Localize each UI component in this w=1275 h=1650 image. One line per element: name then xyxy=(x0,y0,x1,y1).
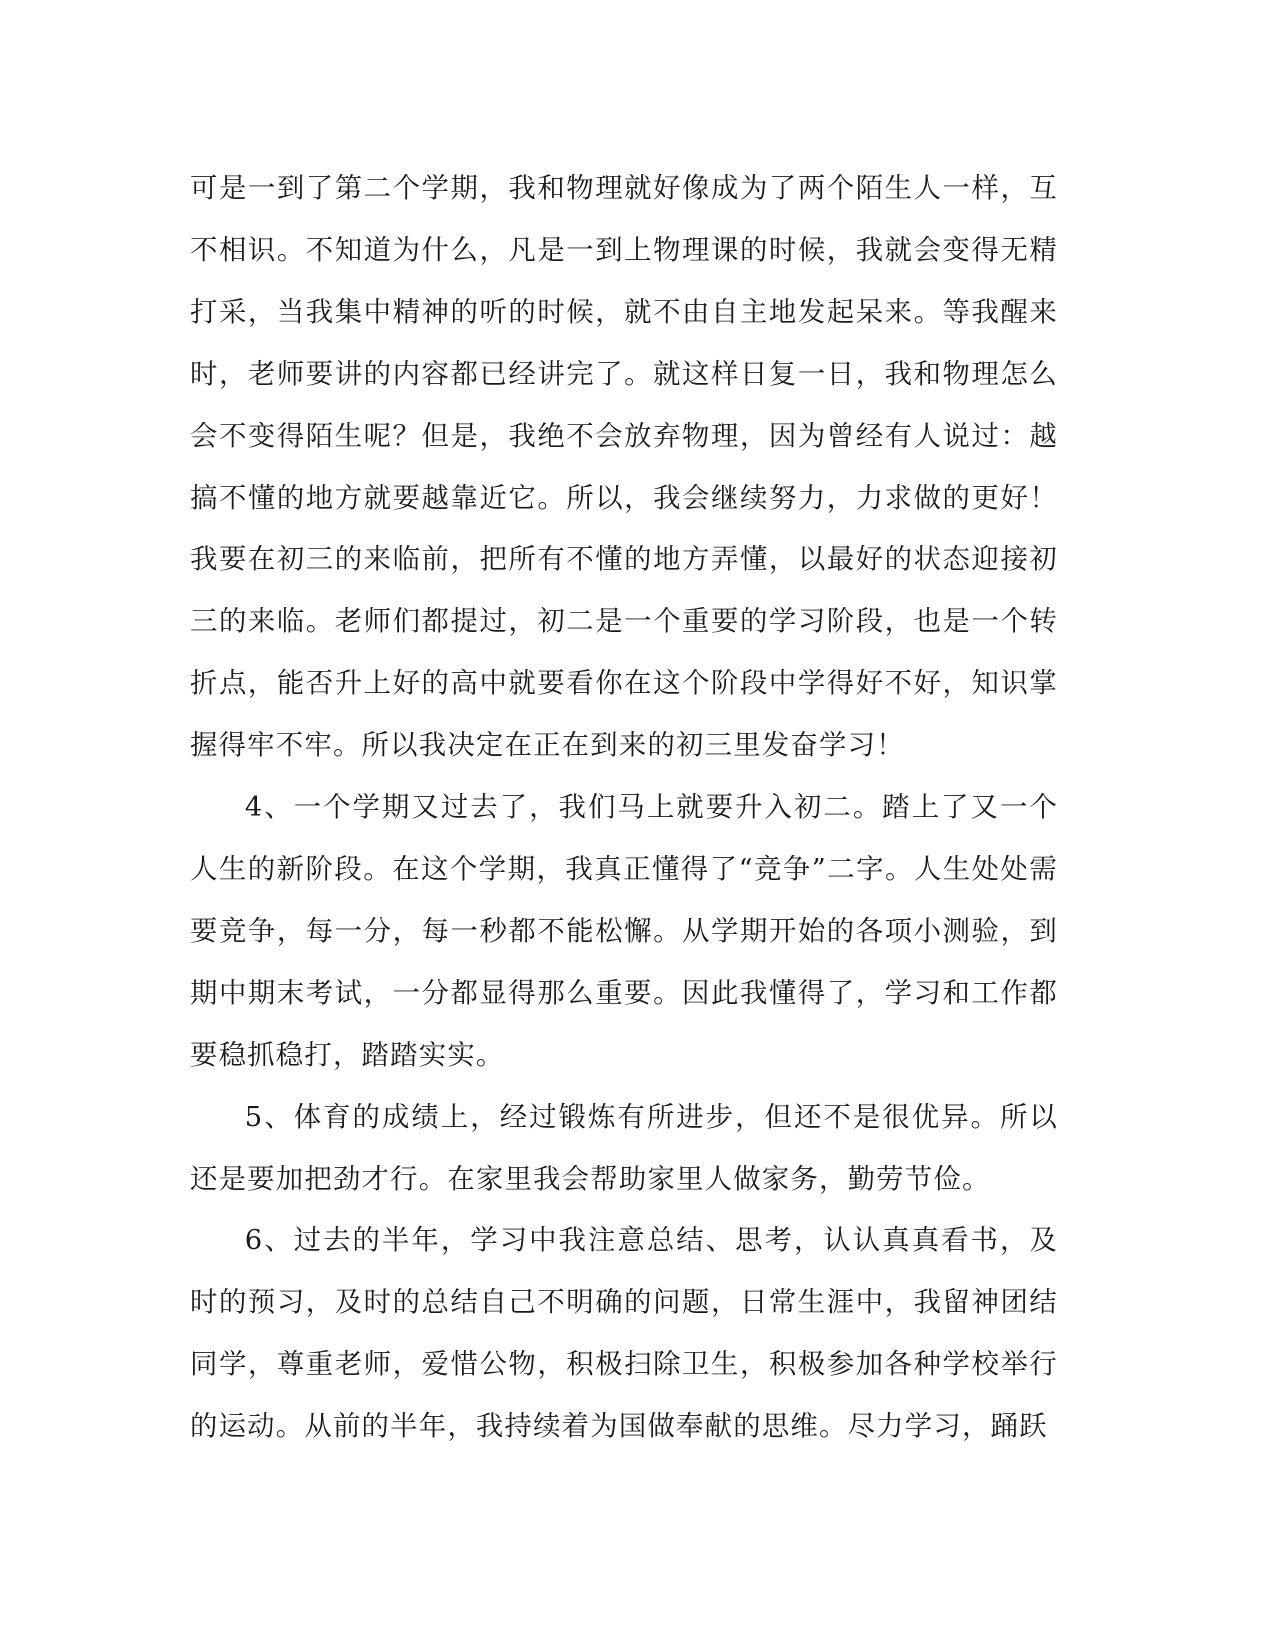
paragraph-item-5: 5、体育的成绩上，经过锻炼有所进步，但还不是很优异。所以还是要加把劲才行。在家里我会帮助家里人做家务，勤劳节俭。 xyxy=(190,1101,1058,1195)
document-body xyxy=(190,158,1058,1458)
paragraph-item-6: 6、过去的半年，学习中我注意总结、思考，认认真真看书，及时的预习，及时的总结自己不明确的问题，日常生涯中，我留神团结同学，尊重老师，爱惜公物，积极扫除卫生，积极参加各种学校举行的运动。从前的半年，我持续着为国做奉献的思维。尽力学习，踊跃 xyxy=(190,1225,1058,1443)
paragraph-physics: 可是一到了第二个学期，我和物理就好像成为了两个陌生人一样，互不相识。不知道为什么，凡是一到上物理课的时候，我就会变得无精打采，当我集中精神的听的时候，就不由自主地发起呆来。等我醒来时，老师要讲的内容都已经讲完了。就这样日复一日，我和物理怎么会不变得陌生呢？但是，我绝不会放弃物理，因为曾经有人说过：越搞不懂的地方就要越靠近它。所以，我会继续努力，力求做的更好！我要在初三的来临前，把所有不懂的地方弄懂，以最好的状态迎接初三的来临。老师们都提过，初二是一个重要的学习阶段，也是一个转折点，能否升上好的高中就要看你在这个阶段中学得好不好，知识掌握得牢不牢。所以我决定在正在到来的初三里发奋学习！ xyxy=(190,173,1058,762)
paragraph-item-4: 4、一个学期又过去了，我们马上就要升入初二。踏上了又一个人生的新阶段。在这个学期，我真正懂得了“竞争”二字。人生处处需要竞争，每一分，每一秒都不能松懈。从学期开始的各项小测验，到期中期末考试，一分都显得那么重要。因此我懂得了，学习和工作都要稳抓稳打，踏踏实实。 xyxy=(190,792,1058,1071)
